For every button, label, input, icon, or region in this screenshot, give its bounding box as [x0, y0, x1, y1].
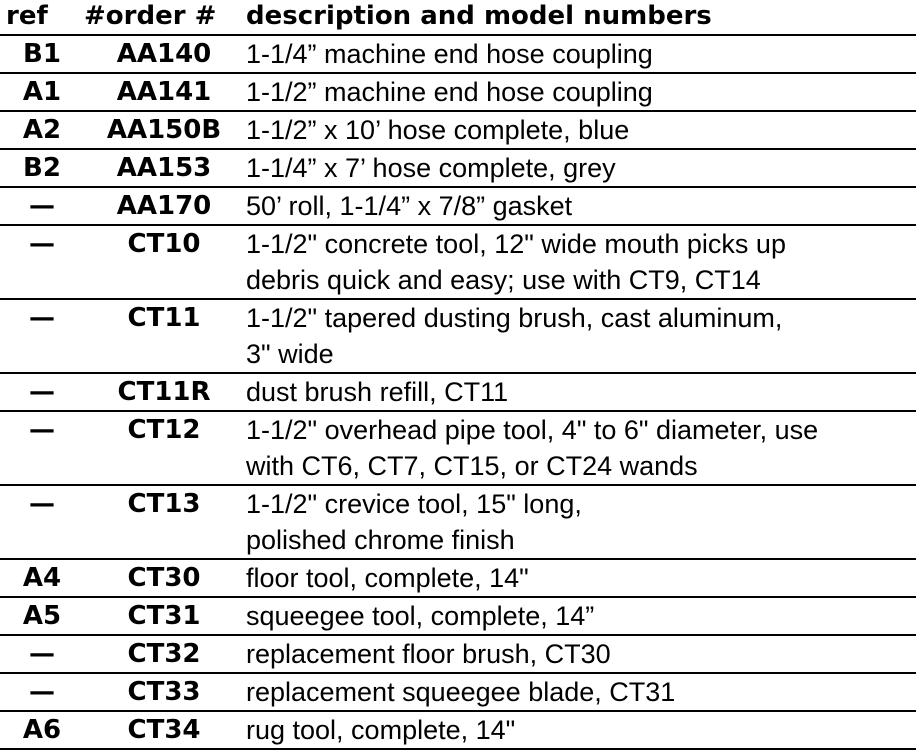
description-line: rug tool, complete, 14" — [246, 715, 516, 745]
order-number-cell: CT34 — [127, 715, 201, 745]
table-row — [0, 373, 916, 411]
order-number-cell: AA153 — [116, 153, 212, 183]
order-number-cell: CT10 — [127, 229, 201, 259]
description-line: 1-1/2" overhead pipe tool, 4" to 6" diameter, use — [246, 415, 819, 445]
order-number-cell: AA140 — [116, 39, 212, 69]
order-number-cell: CT33 — [127, 677, 201, 707]
ref-cell: A6 — [22, 715, 62, 745]
description-cell — [244, 597, 916, 635]
order-number-cell: CT13 — [127, 489, 201, 519]
description-line: squeegee tool, complete, 14” — [246, 601, 595, 631]
table-row — [0, 111, 916, 149]
table-body — [0, 35, 916, 749]
description-line: 1-1/4” x 7’ hose complete, grey — [246, 153, 616, 183]
ref-cell: — — [29, 303, 55, 333]
description-line: 1-1/2” machine end hose coupling — [246, 77, 653, 107]
table-row — [0, 673, 916, 711]
table-row — [0, 225, 916, 299]
description-cell — [244, 411, 916, 485]
order-number-cell: CT12 — [127, 415, 201, 445]
description-cell — [244, 149, 916, 187]
description-line: 50’ roll, 1-1/4” x 7/8” gasket — [246, 191, 573, 221]
order-number-cell: CT11 — [127, 303, 201, 333]
description-line: 1-1/4” machine end hose coupling — [246, 39, 653, 69]
description-line: replacement squeegee blade, CT31 — [246, 677, 676, 707]
header-ref: ref — [0, 0, 84, 35]
ref-cell: — — [29, 639, 55, 669]
table-header — [0, 0, 916, 35]
description-line: floor tool, complete, 14" — [246, 563, 529, 593]
description-cell — [244, 35, 916, 73]
description-line: 1-1/2" concrete tool, 12" wide mouth picks up — [246, 229, 786, 259]
table-row — [0, 149, 916, 187]
table-row — [0, 597, 916, 635]
table-row — [0, 35, 916, 73]
table-row — [0, 559, 916, 597]
header-description: description and model numbers — [244, 0, 916, 35]
description-cell — [244, 559, 916, 597]
description-line: replacement floor brush, CT30 — [246, 639, 611, 669]
description-line: debris quick and easy; use with CT9, CT14 — [246, 265, 761, 295]
order-number-cell: AA170 — [116, 191, 212, 221]
table-row — [0, 187, 916, 225]
order-number-cell: CT31 — [127, 601, 201, 631]
header-row — [0, 0, 916, 35]
description-line: dust brush refill, CT11 — [246, 377, 509, 407]
description-cell — [244, 373, 916, 411]
description-line: polished chrome finish — [246, 525, 515, 555]
description-line: with CT6, CT7, CT15, or CT24 wands — [246, 451, 698, 481]
ref-cell: A1 — [22, 77, 62, 107]
description-line: 1-1/2" tapered dusting brush, cast aluminum, — [246, 303, 783, 333]
ref-cell: — — [29, 377, 55, 407]
description-cell — [244, 187, 916, 225]
ref-cell: A5 — [22, 601, 62, 631]
table-row — [0, 485, 916, 559]
ref-cell: — — [29, 229, 55, 259]
ref-cell: A2 — [22, 115, 62, 145]
ref-cell: — — [29, 415, 55, 445]
header-order: #order # — [84, 0, 244, 35]
ref-cell: — — [29, 191, 55, 221]
table-row — [0, 635, 916, 673]
description-cell — [244, 485, 916, 559]
ref-cell: — — [29, 489, 55, 519]
ref-cell: A4 — [22, 563, 62, 593]
table-row — [0, 73, 916, 111]
description-cell — [244, 225, 916, 299]
order-number-cell: AA150B — [106, 115, 222, 145]
order-number-cell: CT32 — [127, 639, 201, 669]
description-cell — [244, 111, 916, 149]
description-line: 3" wide — [246, 339, 334, 369]
table-row — [0, 411, 916, 485]
description-line: 1-1/2" crevice tool, 15" long, — [246, 489, 582, 519]
order-number-cell: CT30 — [127, 563, 201, 593]
description-cell — [244, 73, 916, 111]
ref-cell: B2 — [23, 153, 61, 183]
order-number-cell: CT11R — [117, 377, 211, 407]
ref-cell: B1 — [23, 39, 61, 69]
ref-cell: — — [29, 677, 55, 707]
description-line: 1-1/2” x 10’ hose complete, blue — [246, 115, 630, 145]
order-number-cell: AA141 — [116, 77, 212, 107]
table-row — [0, 299, 916, 373]
description-cell — [244, 299, 916, 373]
description-cell — [244, 635, 916, 673]
description-cell — [244, 673, 916, 711]
